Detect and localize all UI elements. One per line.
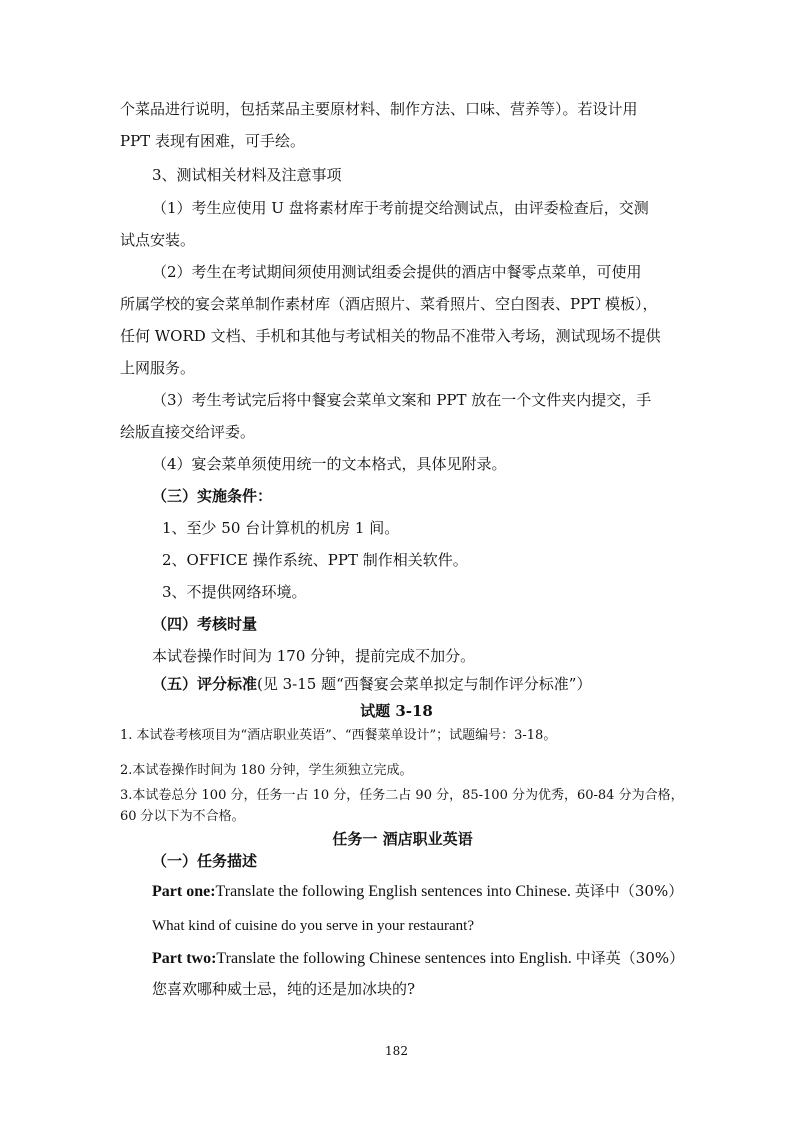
part-one-line	[152, 880, 683, 903]
part-two-sentence: 您喜欢哪种威士忌，纯的还是加冰块的?	[152, 980, 416, 998]
exam-note: 3.本试卷总分 100 分，任务一占 10 分，任务二占 90 分，85-100 分为优秀，60-84 分为合格，	[120, 788, 684, 803]
part-one-text: Translate the following English sentences into Chinese.	[215, 883, 571, 900]
paragraph-line: PPT 表现有困难，可手绘。	[120, 132, 305, 150]
time-text: 本试卷操作时间为 170 分钟，提前完成不加分。	[152, 647, 476, 665]
part-one-sentence: What kind of cuisine do you serve in your restaurant?	[152, 918, 474, 934]
paragraph-line: 个菜品进行说明，包括菜品主要原材料、制作方法、口味、营养等）。若设计用	[120, 100, 638, 118]
paragraph-line: （1）考生应使用 U 盘将素材库于考前提交给测试点，由评委检查后，交测	[152, 199, 649, 217]
time-heading: （四）考核时量	[152, 615, 258, 633]
part-two-suffix: 中译英（30%）	[575, 949, 685, 967]
exam-note: 1. 本试卷考核项目为“酒店职业英语”、“西餐菜单设计”；试题编号：3-18。	[120, 728, 557, 743]
exam-title: 试题 3-18	[360, 702, 433, 720]
criteria-heading: （五）评分标准	[152, 675, 258, 693]
paragraph-line: 绘版直接交给评委。	[120, 423, 256, 441]
conditions-heading: （三）实施条件：	[152, 487, 273, 505]
part-two-line	[152, 947, 684, 970]
page-number: 182	[385, 1044, 408, 1058]
exam-note: 2.本试卷操作时间为 180 分钟，学生须独立完成。	[120, 763, 413, 778]
task-description-heading: （一）任务描述	[152, 852, 258, 870]
part-one-label: Part one:	[152, 883, 216, 900]
criteria-text: (见 3-15 题“西餐宴会菜单拟定与制作评分标准”）	[257, 675, 592, 693]
paragraph-line: 试点安装。	[120, 231, 196, 249]
paragraph-line: （2）考生在考试期间须使用测试组委会提供的酒店中餐零点菜单，可使用	[152, 263, 642, 281]
task-title: 任务一 酒店职业英语	[332, 830, 473, 848]
paragraph-line: （3）考生考试完后将中餐宴会菜单文案和 PPT 放在一个文件夹内提交，手	[152, 391, 652, 409]
part-two-label: Part two:	[152, 950, 217, 967]
paragraph-line: 上网服务。	[120, 359, 196, 377]
section-heading: 3、测试相关材料及注意事项	[152, 166, 342, 184]
condition-item: 1、至少 50 台计算机的机房 1 间。	[162, 519, 400, 537]
part-one-suffix: 英译中（30%）	[574, 882, 684, 900]
criteria-line	[152, 673, 591, 695]
paragraph-line: （4）宴会菜单须使用统一的文本格式，具体见附录。	[152, 455, 507, 473]
paragraph-line: 所属学校的宴会菜单制作素材库（酒店照片、菜肴照片、空白图表、PPT 模板），	[120, 295, 658, 313]
condition-item: 3、不提供网络环境。	[162, 583, 307, 601]
condition-item: 2、OFFICE 操作系统、PPT 制作相关软件。	[162, 551, 468, 569]
part-two-text: Translate the following Chinese sentences into English.	[216, 950, 572, 967]
exam-note: 60 分以下为不合格。	[120, 809, 245, 824]
paragraph-line: 任何 WORD 文档、手机和其他与考试相关的物品不准带入考场，测试现场不提供	[120, 327, 661, 345]
